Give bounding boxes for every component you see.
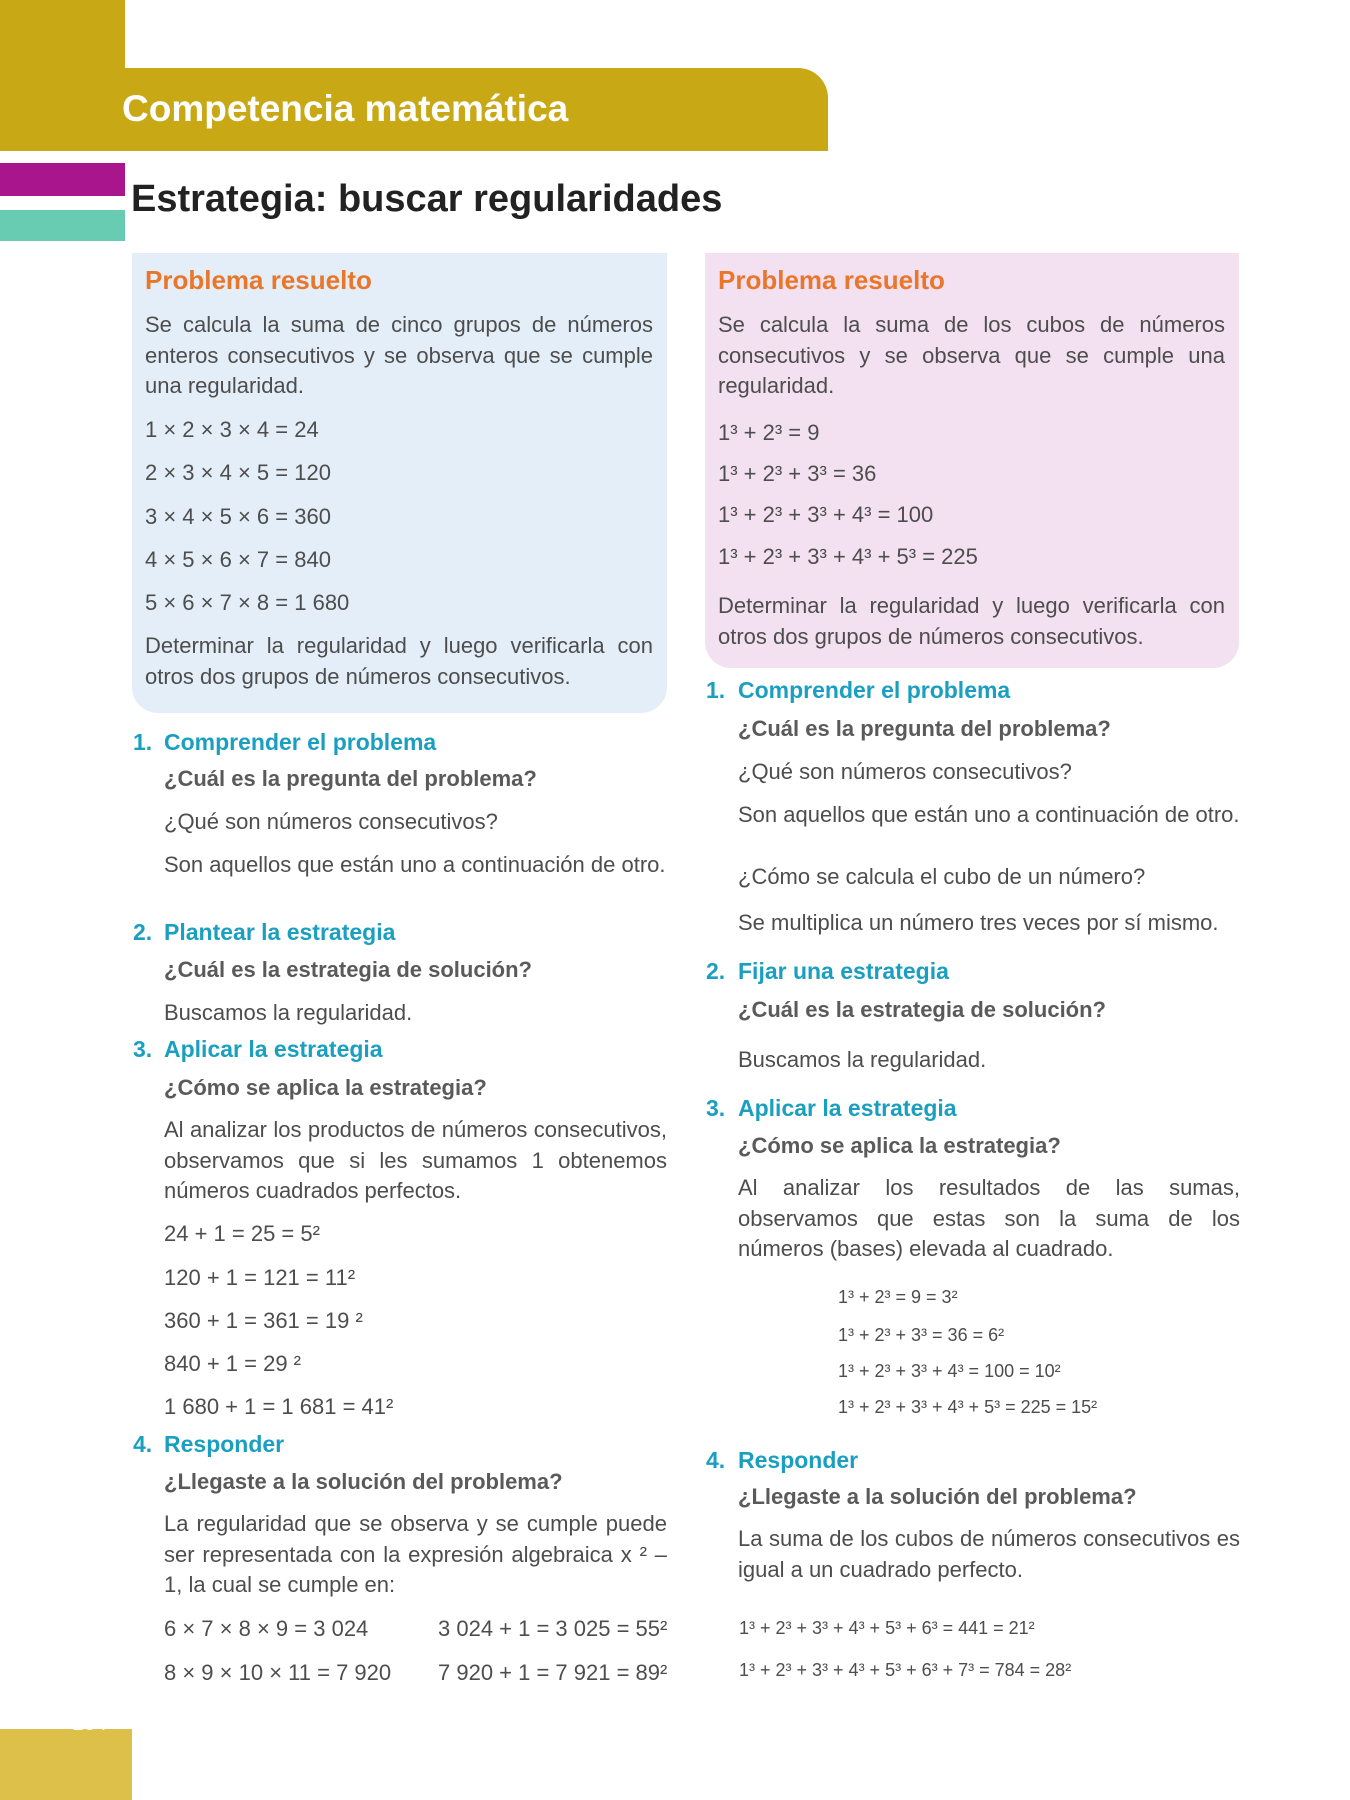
box-task: Determinar la regularidad y luego verificarla con otros dos grupos de números consecutivos. bbox=[145, 633, 653, 689]
step-number: 4. bbox=[133, 1431, 153, 1457]
step-text: Buscamos la regularidad. bbox=[738, 1047, 987, 1072]
step-question: ¿Cuál es la pregunta del problema? bbox=[164, 766, 537, 791]
step-number: 3. bbox=[706, 1095, 726, 1121]
equation: 8 × 9 × 10 × 11 = 7 920 bbox=[164, 1660, 392, 1685]
step-title: Aplicar la estrategia bbox=[164, 1036, 383, 1062]
equation: 1³ + 2³ = 9 = 3² bbox=[838, 1287, 958, 1307]
step-text: ¿Qué son números consecutivos? bbox=[738, 759, 1072, 784]
step-number: 2. bbox=[133, 919, 153, 945]
equation: 7 920 + 1 = 7 921 = 89² bbox=[438, 1660, 668, 1685]
step-title: Comprender el problema bbox=[164, 729, 437, 755]
step-text: Buscamos la regularidad. bbox=[164, 1000, 413, 1025]
equation: 1³ + 2³ + 3³ + 4³ + 5³ + 6³ = 441 = 21² bbox=[739, 1618, 1035, 1638]
step-text: La suma de los cubos de números consecutivos es igual a un cuadrado perfecto. bbox=[738, 1526, 1240, 1582]
equation: 24 + 1 = 25 = 5² bbox=[164, 1221, 320, 1246]
magenta-accent bbox=[0, 163, 125, 196]
equation: 2 × 3 × 4 × 5 = 120 bbox=[145, 460, 331, 485]
step-number: 4. bbox=[706, 1447, 726, 1473]
box-title: Problema resuelto bbox=[718, 265, 945, 295]
step-text: Al analizar los productos de números consecutivos, observamos que si les sumamos 1 obtenemos números cuadrados perfectos. bbox=[164, 1117, 667, 1203]
step-number: 2. bbox=[706, 958, 726, 984]
equation: 1 × 2 × 3 × 4 = 24 bbox=[145, 417, 319, 442]
step-title: Aplicar la estrategia bbox=[738, 1095, 957, 1121]
equation: 6 × 7 × 8 × 9 = 3 024 bbox=[164, 1616, 369, 1641]
page-title: Estrategia: buscar regularidades bbox=[131, 178, 723, 220]
step-text: Se multiplica un número tres veces por sí mismo. bbox=[738, 910, 1219, 935]
box-intro: Se calcula la suma de los cubos de números consecutivos y se observa que se cumple una regularidad. bbox=[718, 312, 1225, 398]
equation: 1³ + 2³ + 3³ + 4³ = 100 = 10² bbox=[838, 1361, 1061, 1381]
equation: 1³ + 2³ = 9 bbox=[718, 420, 820, 445]
equation: 3 024 + 1 = 3 025 = 55² bbox=[438, 1616, 668, 1641]
equation: 360 + 1 = 361 = 19 ² bbox=[164, 1308, 363, 1333]
equation: 1³ + 2³ + 3³ + 4³ + 5³ = 225 bbox=[718, 544, 978, 569]
step-title: Comprender el problema bbox=[738, 677, 1011, 703]
page-number: 164 bbox=[72, 1712, 108, 1735]
equation: 1³ + 2³ + 3³ = 36 = 6² bbox=[838, 1325, 1005, 1345]
step-number: 1. bbox=[133, 729, 153, 755]
step-question: ¿Llegaste a la solución del problema? bbox=[738, 1484, 1137, 1509]
equation: 1³ + 2³ + 3³ + 4³ + 5³ = 225 = 15² bbox=[838, 1397, 1098, 1417]
box-task: Determinar la regularidad y luego verificarla con otros dos grupos de números consecutivos. bbox=[718, 593, 1225, 649]
step-question: ¿Cuál es la estrategia de solución? bbox=[164, 957, 532, 982]
step-text: Al analizar los resultados de las sumas, observamos que estas son la suma de los números (bases) elevada al cuadrado. bbox=[738, 1175, 1240, 1261]
teal-accent bbox=[0, 210, 125, 241]
step-question: ¿Cómo se aplica la estrategia? bbox=[164, 1075, 487, 1100]
step-title: Plantear la estrategia bbox=[164, 919, 396, 945]
box-title: Problema resuelto bbox=[145, 265, 372, 295]
equation: 5 × 6 × 7 × 8 = 1 680 bbox=[145, 590, 350, 615]
equation: 1³ + 2³ + 3³ + 4³ = 100 bbox=[718, 502, 934, 527]
step-text: La regularidad que se observa y se cumple puede ser representada con la expresión algebraica x ² – 1, la cual se cumple en: bbox=[164, 1511, 667, 1597]
step-number: 1. bbox=[706, 677, 726, 703]
step-question: ¿Cómo se aplica la estrategia? bbox=[738, 1133, 1061, 1158]
equation: 3 × 4 × 5 × 6 = 360 bbox=[145, 504, 331, 529]
step-title: Fijar una estrategia bbox=[738, 958, 949, 984]
step-title: Responder bbox=[164, 1431, 285, 1457]
equation: 1 680 + 1 = 1 681 = 41² bbox=[164, 1394, 394, 1419]
step-text: ¿Cómo se calcula el cubo de un número? bbox=[738, 864, 1146, 889]
equation: 1³ + 2³ + 3³ + 4³ + 5³ + 6³ + 7³ = 784 = 28² bbox=[739, 1660, 1072, 1680]
step-title: Responder bbox=[738, 1447, 859, 1473]
equation: 4 × 5 × 6 × 7 = 840 bbox=[145, 547, 331, 572]
step-question: ¿Cuál es la estrategia de solución? bbox=[738, 997, 1106, 1022]
equation: 120 + 1 = 121 = 11² bbox=[164, 1265, 356, 1290]
box-intro: Se calcula la suma de cinco grupos de números enteros consecutivos y se observa que se cumple una regularidad. bbox=[145, 312, 653, 398]
step-question: ¿Cuál es la pregunta del problema? bbox=[738, 716, 1111, 741]
equation: 1³ + 2³ + 3³ = 36 bbox=[718, 461, 877, 486]
step-text: ¿Qué son números consecutivos? bbox=[164, 809, 498, 834]
step-number: 3. bbox=[133, 1036, 153, 1062]
step-text: Son aquellos que están uno a continuación de otro. bbox=[738, 802, 1240, 827]
equation: 840 + 1 = 29 ² bbox=[164, 1351, 301, 1376]
page-number-box bbox=[0, 1729, 132, 1800]
step-text: Son aquellos que están uno a continuación de otro. bbox=[164, 852, 666, 877]
section-title: Competencia matemática bbox=[122, 88, 569, 129]
step-question: ¿Llegaste a la solución del problema? bbox=[164, 1469, 563, 1494]
